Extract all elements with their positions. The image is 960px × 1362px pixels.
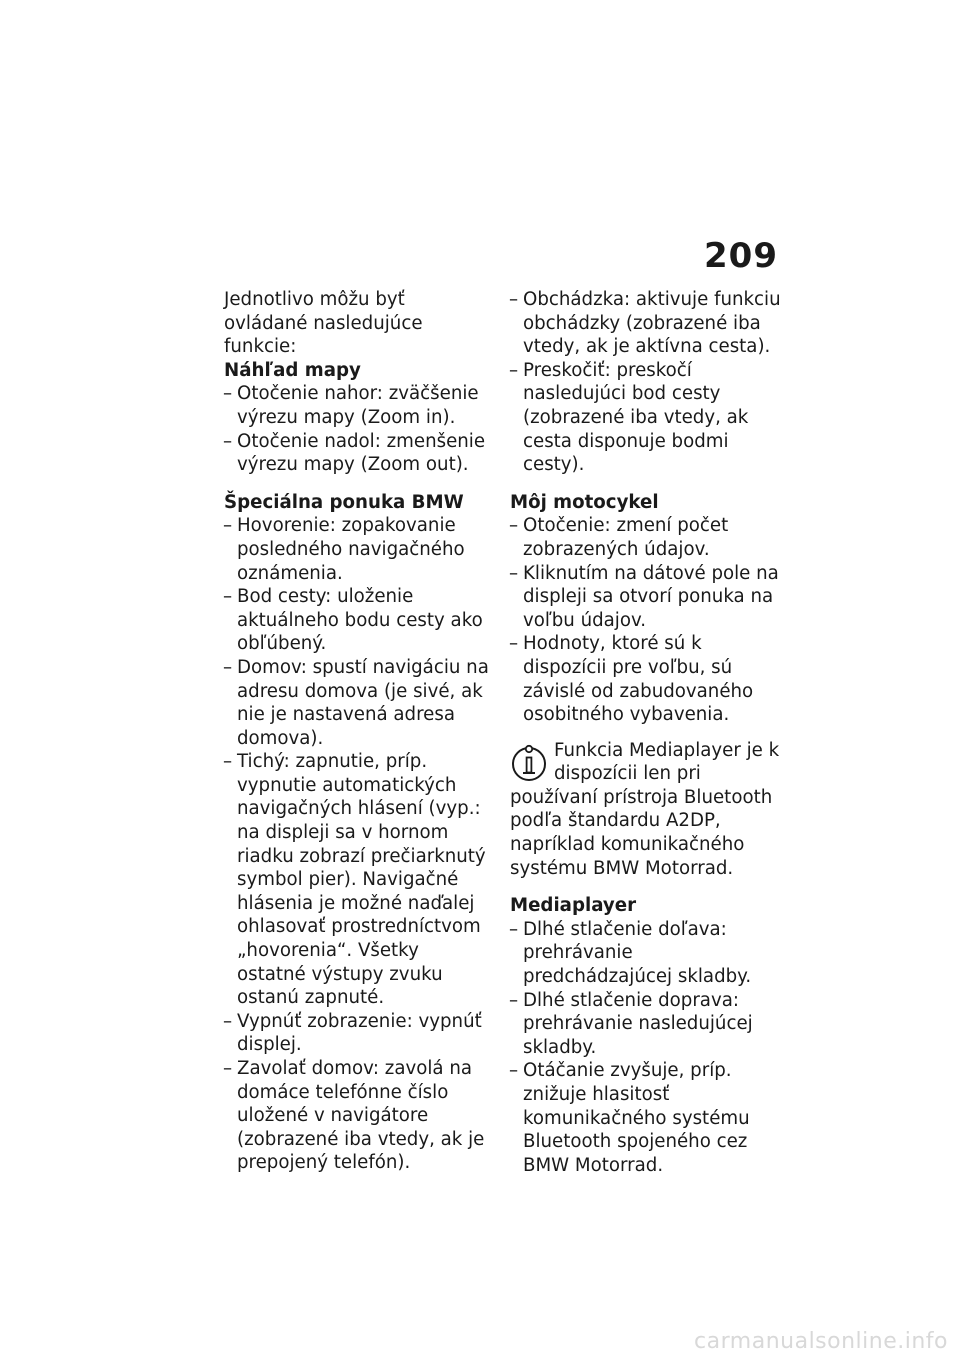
list-item: – Dlhé stlačenie doľava: prehrávanie predchádzajúcej skladby. — [510, 918, 784, 989]
map-list — [224, 382, 492, 476]
list-item: – Domov: spustí navigáciu na adresu domova (je sivé, ak nie je nastavená adresa domova). — [224, 656, 492, 750]
media-list — [510, 918, 784, 1178]
right-column — [510, 288, 784, 1177]
info-icon — [510, 743, 548, 783]
list-item: – Otáčanie zvyšuje, príp. znižuje hlasitosť komunikačného systému Bluetooth spojeného cez BMW Motorrad. — [510, 1059, 784, 1177]
special-heading: Špeciálna ponuka BMW — [224, 491, 464, 513]
nav-list — [510, 288, 784, 477]
list-item: – Tichý: zapnutie, príp. vypnutie automatických navigačných hlásení (vyp.: na displeji sa v hornom riadku zobrazí prečiarknutý symbol pier). Navigačné hlásenia je možné naďalej ohlasovať prostredníctvom „hovorenia“. Všetky ostatné výstupy zvuku ostanú zapnuté. — [224, 750, 492, 1010]
map-heading: Náhľad mapy — [224, 359, 361, 381]
list-item: – Hovorenie: zopakovanie posledného navigačného oznámenia. — [224, 514, 492, 585]
watermark: carmanualsonline.info — [694, 1329, 948, 1354]
list-item: – Otočenie: zmení počet zobrazených údajov. — [510, 514, 784, 561]
list-item: – Obchádzka: aktivuje funkciu obchádzky (zobrazené iba vtedy, ak je aktívna cesta). — [510, 288, 784, 359]
moto-list — [510, 514, 784, 726]
intro-text: Jednotlivo môžu byť ovládané nasledujúce funkcie: — [224, 289, 423, 358]
list-item: – Preskočiť: preskočí nasledujúci bod cesty (zobrazené iba vtedy, ak cesta disponuje bodmi cesty). — [510, 359, 784, 477]
media-heading: Mediaplayer — [510, 895, 637, 917]
info-note — [510, 739, 784, 881]
list-item: – Zavolať domov: zavolá na domáce telefónne číslo uložené v navigátore (zobrazené iba vtedy, ak je prepojený telefón). — [224, 1057, 492, 1175]
list-item: – Dlhé stlačenie doprava: prehrávanie nasledujúcej skladby. — [510, 989, 784, 1060]
list-item: – Otočenie nadol: zmenšenie výrezu mapy (Zoom out). — [224, 430, 492, 477]
list-item: – Hodnoty, ktoré sú k dispozícii pre voľbu, sú závislé od zabudovaného osobitného vybavenia. — [510, 632, 784, 726]
list-item: – Vypnúť zobrazenie: vypnúť displej. — [224, 1010, 492, 1057]
list-item: – Kliknutím na dátové pole na displeji sa otvorí ponuka na voľbu údajov. — [510, 562, 784, 633]
moto-heading: Môj motocykel — [510, 491, 659, 513]
left-column — [224, 288, 492, 1175]
note-text: Funkcia Mediaplayer je k dispozícii len pri používaní prístroja Bluetooth podľa štandardu A2DP, napríklad komunikačného systému BMW Motorrad. — [510, 739, 780, 879]
page-number: 209 — [704, 236, 778, 276]
special-list — [224, 514, 492, 1175]
list-item: – Bod cesty: uloženie aktuálneho bodu cesty ako obľúbený. — [224, 585, 492, 656]
list-item: – Otočenie nahor: zväčšenie výrezu mapy (Zoom in). — [224, 382, 492, 429]
